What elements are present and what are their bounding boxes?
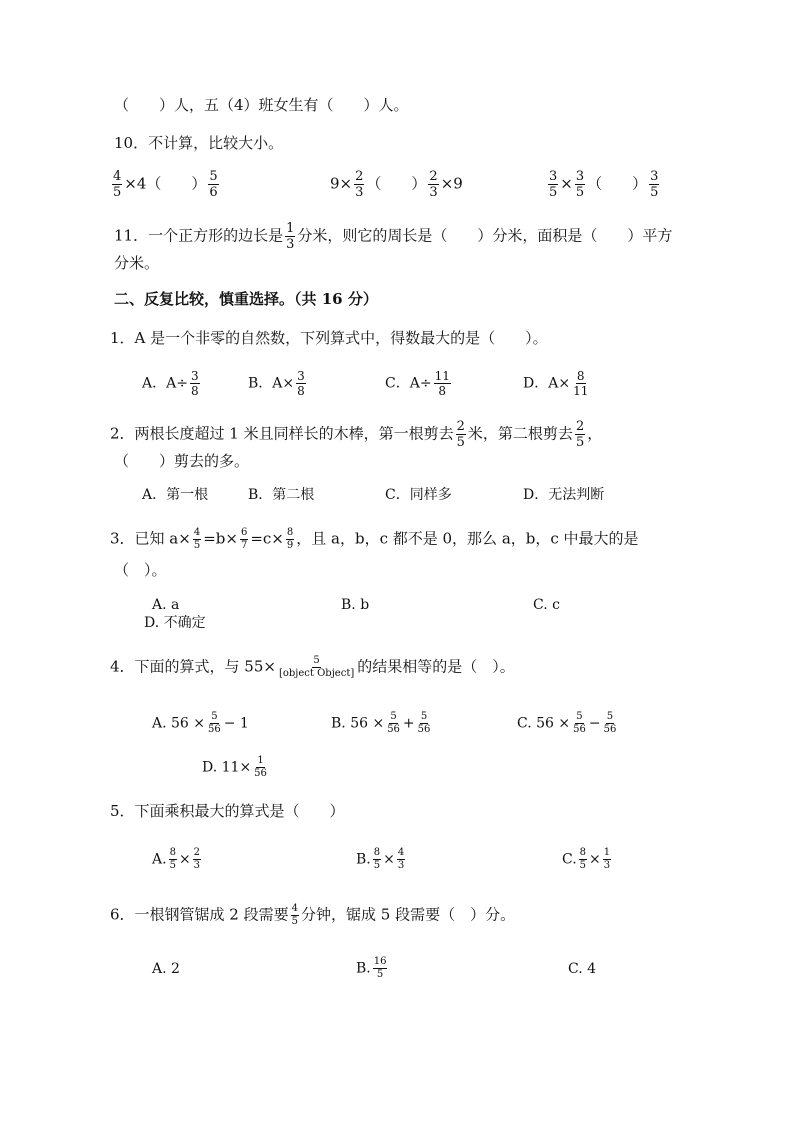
s5-option-b: B. $\frac{8}{5}$ × $\frac{4}{3}$ <box>356 847 405 871</box>
q9-continuation: （ ）人，五（4）班女生有（ ）人。 <box>114 96 409 114</box>
s3-line1: 3．已知 a× $\frac{4}{5}$ =b× $\frac{6}{7}$ =c× $\frac{8}{9}$ ，且 a，b，c 都不是 0，那么 a，b，c 中最大的是 <box>110 527 639 551</box>
s2-option-b: B．第二根 <box>248 487 315 503</box>
s1-option-c: C．A÷ $\frac{11}{8}$ <box>385 369 450 398</box>
s1-stem: 1．A 是一个非零的自然数，下列算式中，得数最大的是（ ）。 <box>110 329 548 347</box>
section-title: 二、反复比较，慎重选择。（共 16 分） <box>114 290 378 308</box>
s6-option-b: B. $\frac{16}{5}$ <box>356 956 387 980</box>
s6-option-a: A. 2 <box>152 961 180 977</box>
s4-option-b: B. 56 × $\frac{5}{56}$ + $\frac{5}{56}$ <box>331 711 431 735</box>
q10-compare-1: $\frac{4}{5}$ ×4（ ） $\frac{5}{6}$ <box>113 169 218 200</box>
s2-option-c: C．同样多 <box>385 487 452 503</box>
s2-line2: （ ）剪去的多。 <box>114 452 250 470</box>
s3-option-b: B. b <box>341 597 370 613</box>
s4-option-a: A. 56 × $\frac{5}{56}$ − 1 <box>152 711 249 735</box>
s6-stem: 6．一根钢管锯成 2 段需要 $\frac{4}{5}$ 分钟，锯成 5 段需要（ ）分。 <box>110 903 516 927</box>
s1-option-b: B．A× $\frac{3}{8}$ <box>248 369 305 398</box>
s3-option-a: A. a <box>152 597 180 613</box>
s3-option-c: C. c <box>533 597 560 613</box>
s4-option-c: C. 56 × $\frac{5}{56}$ − $\frac{5}{56}$ <box>517 711 617 735</box>
s5-stem: 5．下面乘积最大的算式是（ ） <box>110 802 345 820</box>
s3-option-d: D. 不确定 <box>144 615 206 631</box>
s3-line2: （ ）。 <box>114 561 167 579</box>
s5-option-c: C. $\frac{8}{5}$ × $\frac{1}{3}$ <box>562 847 611 871</box>
q11-line1: 11．一个正方形的边长是 $\frac{1}{3}$ 分米，则它的周长是（ ）分米，面积是（ ）平方 <box>114 221 673 252</box>
s2-option-d: D．无法判断 <box>523 487 605 503</box>
s4-stem: 4．下面的算式，与 55× 5 [object Object] 的结果相等的是（ ）。 <box>110 655 515 679</box>
s5-option-a: A. $\frac{8}{5}$ × $\frac{2}{3}$ <box>152 847 201 871</box>
s4-option-d: D. 11× $\frac{1}{56}$ <box>202 755 267 779</box>
q10-compare-2: 9× $\frac{2}{3}$ （ ） $\frac{2}{3}$ ×9 <box>330 169 463 200</box>
s1-option-d: D．A× $\frac{8}{11}$ <box>523 369 589 398</box>
s6-option-c: C. 4 <box>568 961 597 977</box>
q10-compare-3: $\frac{3}{5}$ × $\frac{3}{5}$ （ ） $\frac{3}{5}$ <box>549 169 659 200</box>
q10-title: 10．不计算，比较大小。 <box>114 134 284 152</box>
s2-line1: 2．两根长度超过 1 米且同样长的木棒，第一根剪去 $\frac{2}{5}$ 米，第二根剪去 $\frac{2}{5}$ ， <box>110 419 603 450</box>
q11-line2: 分米。 <box>114 254 160 272</box>
s1-option-a: A．A÷ $\frac{3}{8}$ <box>142 369 199 398</box>
s2-option-a: A．第一根 <box>142 487 209 503</box>
